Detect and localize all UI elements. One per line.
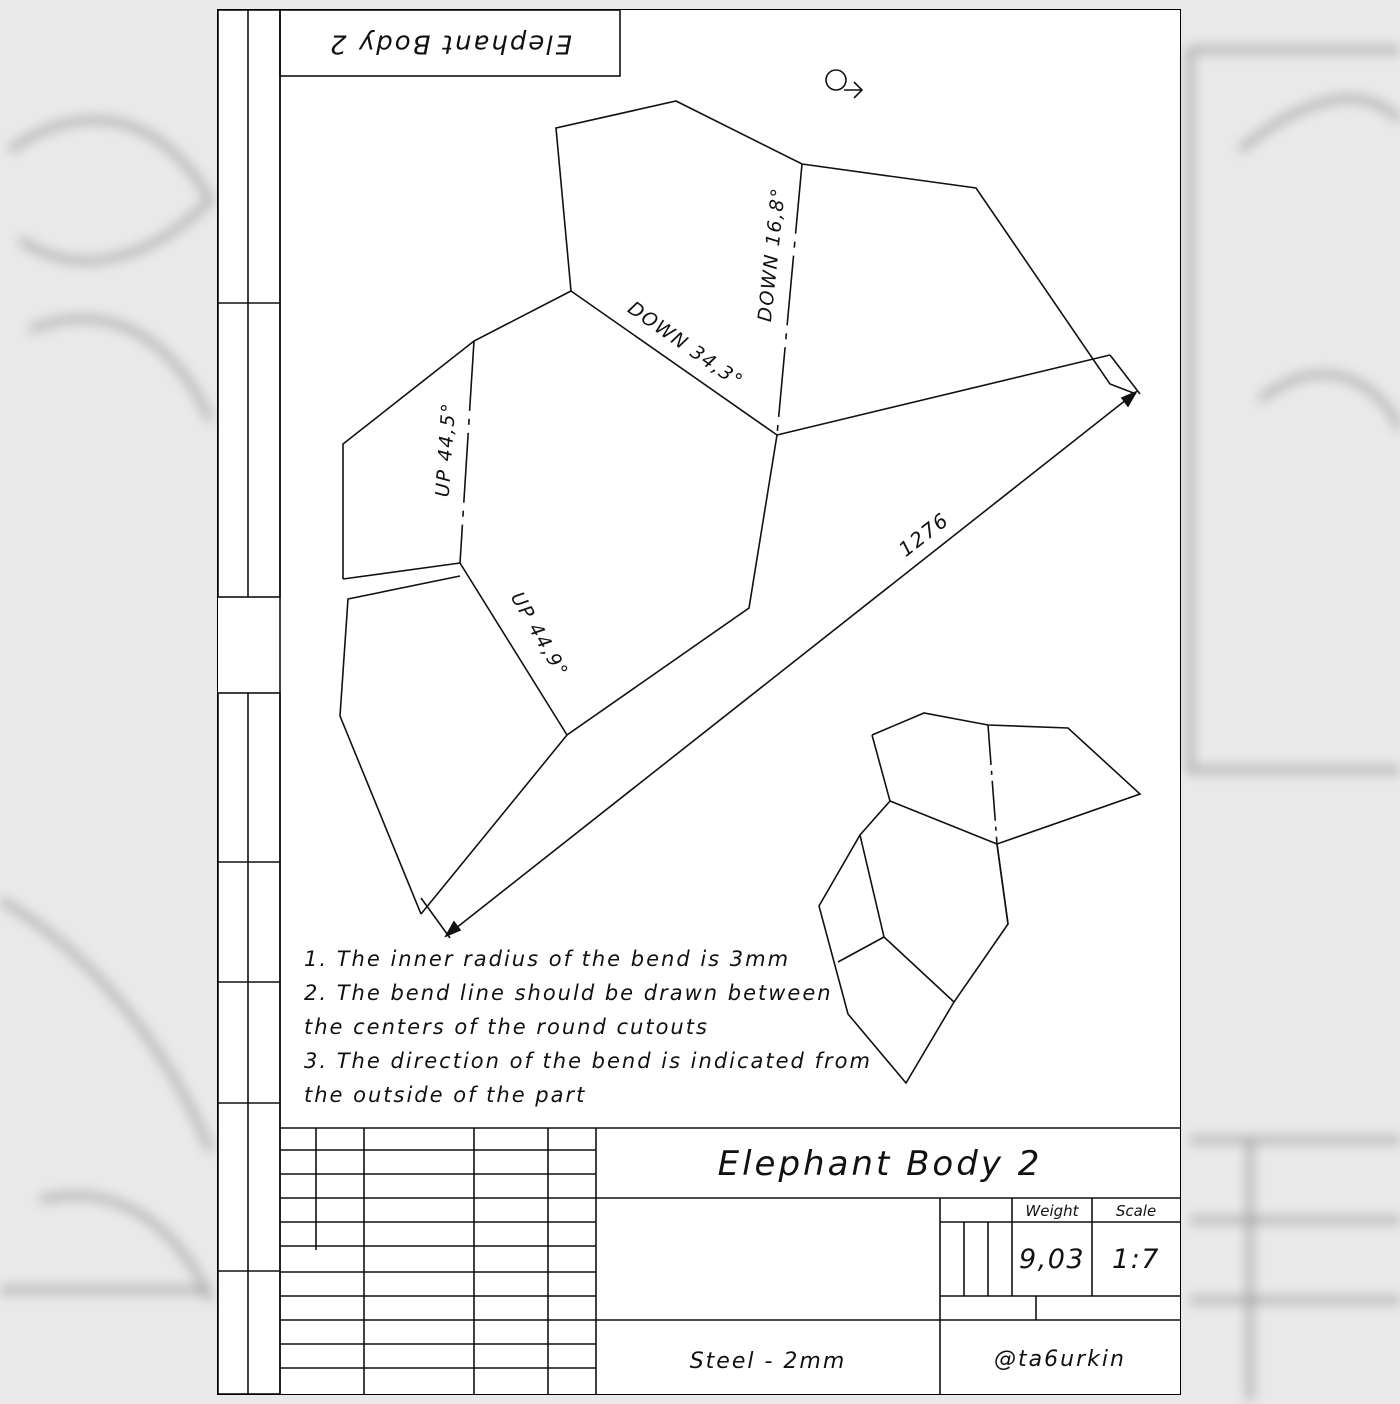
technical-drawing — [218, 10, 1180, 1394]
main-part-outline — [340, 101, 1136, 914]
rotated-part-title: Elephant Body 2 — [328, 28, 572, 59]
bend-lines — [343, 164, 802, 735]
author-handle: @ta6urkin — [994, 1347, 1126, 1372]
scale-label: Scale — [1115, 1202, 1157, 1220]
scale-value: 1:7 — [1112, 1244, 1160, 1275]
drawing-title: Elephant Body 2 — [717, 1144, 1043, 1184]
note-line-5: the outside of the part — [304, 1083, 587, 1107]
bend-label-up-449: UP 44,9° — [505, 588, 573, 682]
material-text: Steel - 2mm — [689, 1349, 847, 1374]
note-line-4: 3. The direction of the bend is indicated from — [304, 1049, 872, 1073]
weight-value: 9,03 — [1018, 1244, 1086, 1275]
note-line-1: 1. The inner radius of the bend is 3mm — [304, 947, 791, 971]
bend-label-down-168: DOWN 16,8° — [754, 185, 791, 323]
view-direction-icon — [826, 70, 862, 98]
side-strip-bottom — [218, 693, 280, 1394]
bend-label-up-445: UP 44,5° — [431, 401, 461, 498]
drawing-sheet — [218, 10, 1180, 1394]
bend-label-down-343: DOWN 34,3° — [623, 297, 748, 393]
bend-line-up-445 — [460, 341, 474, 563]
dimension-line — [421, 355, 1140, 938]
weight-label: Weight — [1025, 1202, 1079, 1220]
note-line-2: 2. The bend line should be drawn between — [304, 981, 833, 1005]
dimension-value: 1276 — [893, 507, 954, 562]
preview-part — [819, 713, 1140, 1083]
bend-line-down-343 — [571, 291, 777, 435]
note-line-3: the centers of the round cutouts — [304, 1015, 709, 1039]
